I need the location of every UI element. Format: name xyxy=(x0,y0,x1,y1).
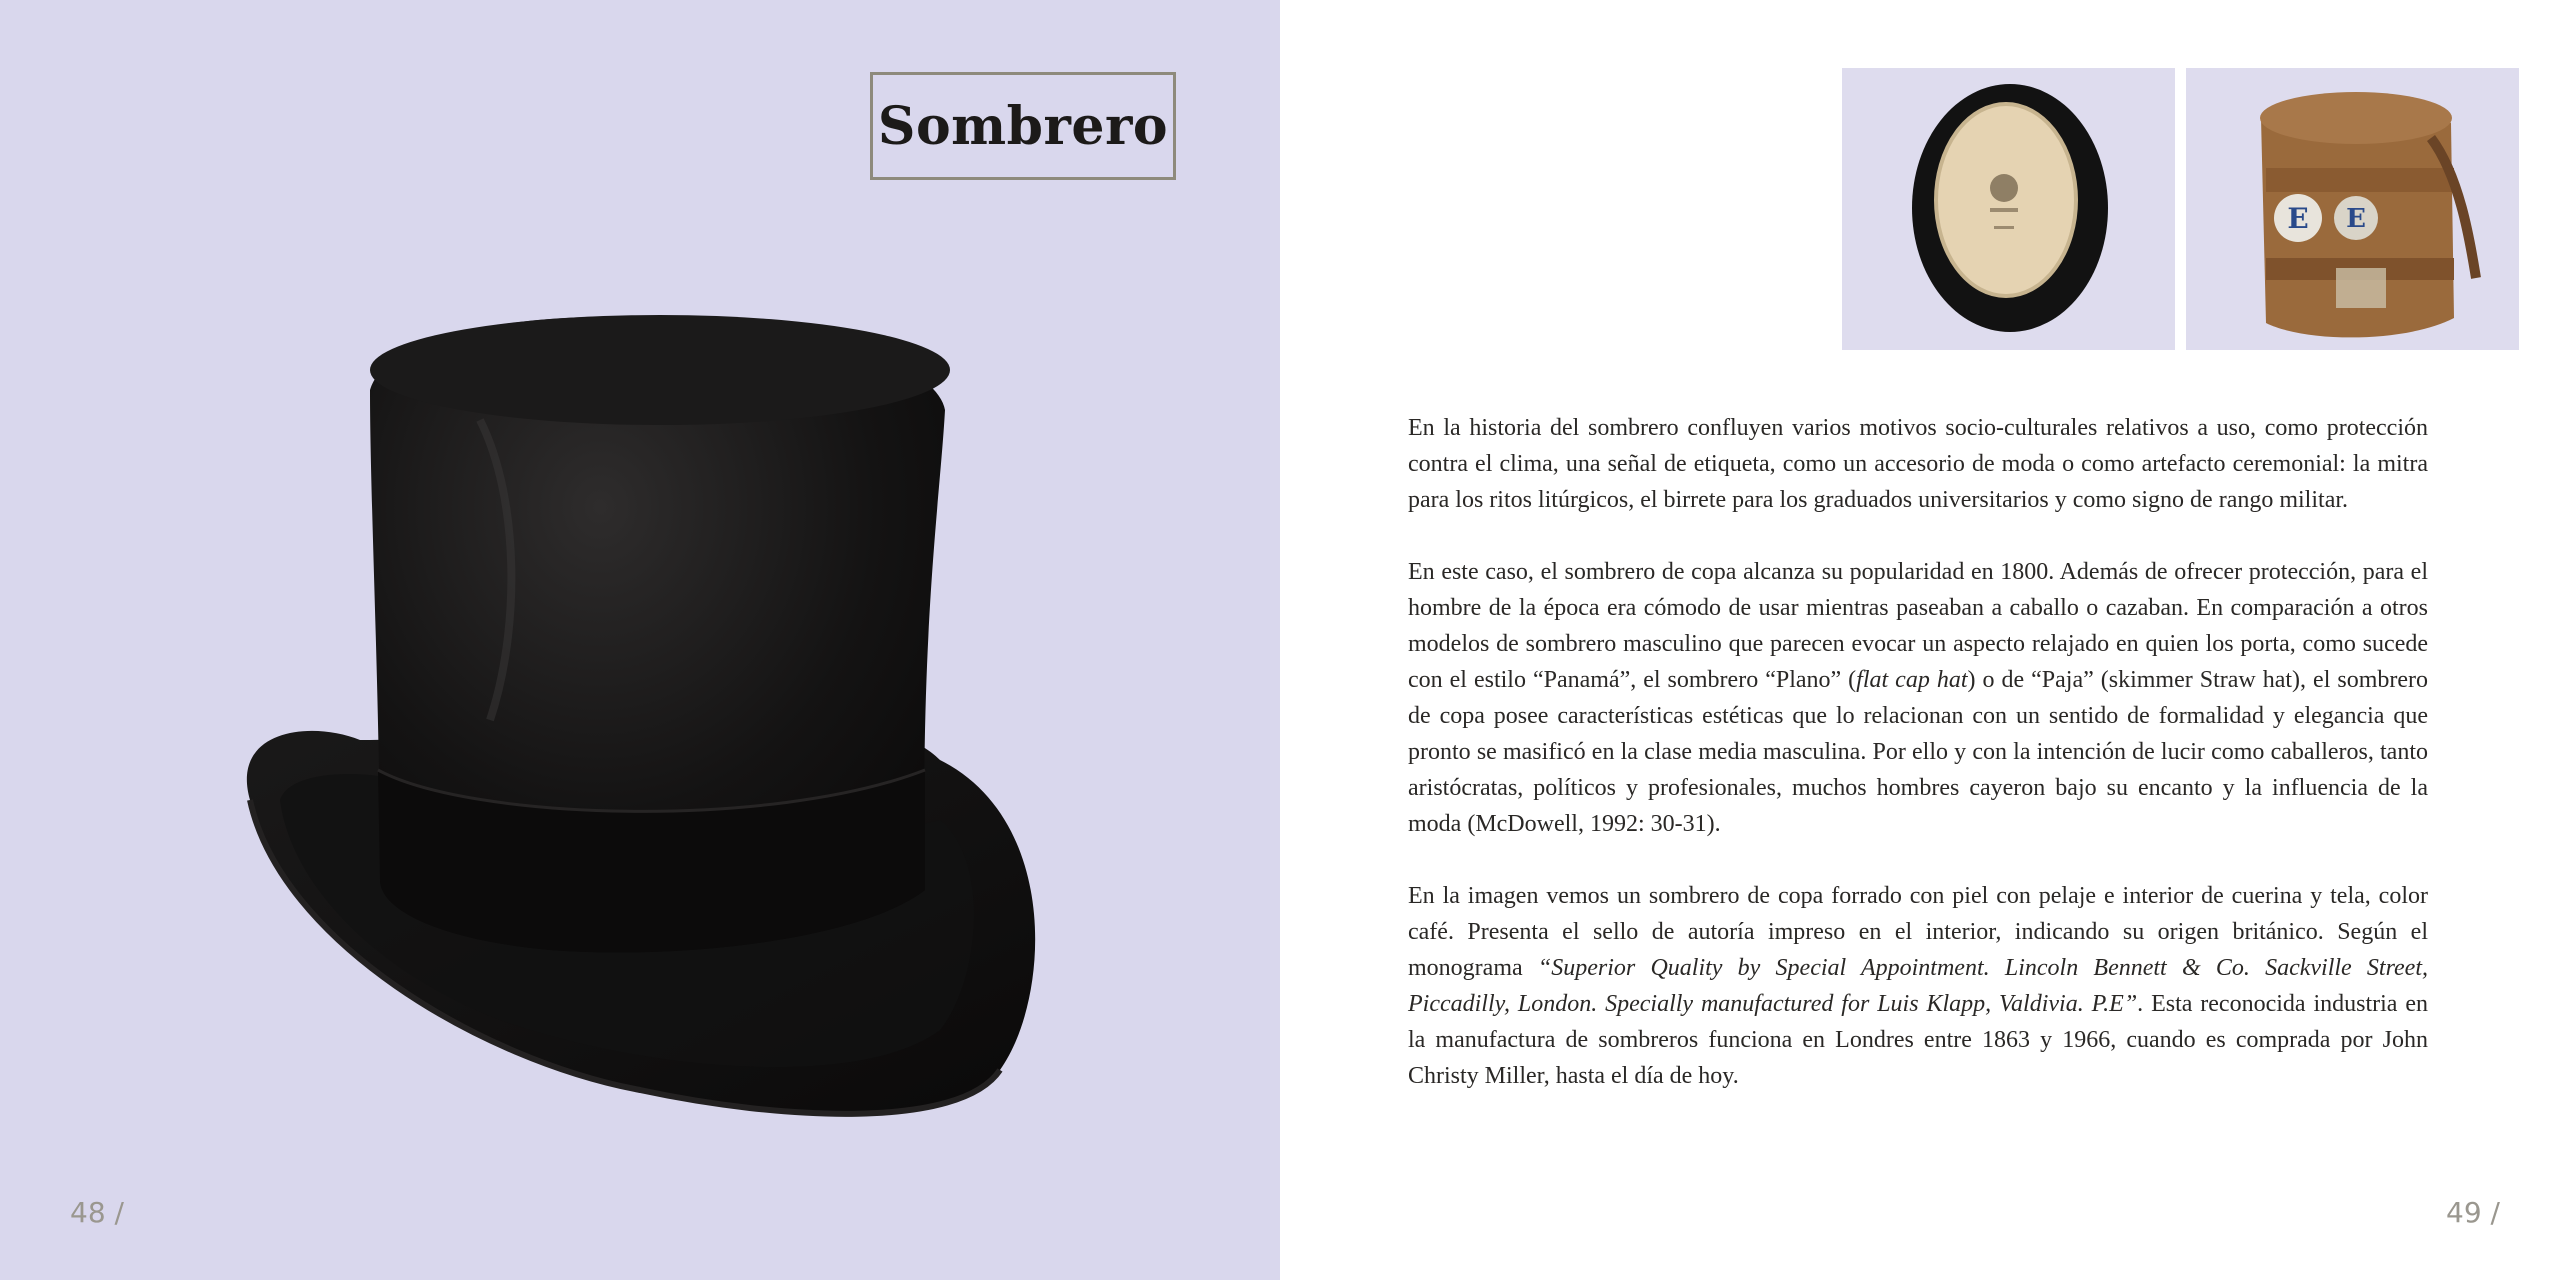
paragraph-1: En la historia del sombrero confluyen varios motivos socio-culturales relativos a uso, como protección contra el clima, una señal de etiqueta, como un accesorio de moda o como artefacto ceremonial: la mitra para los ritos litúrgicos, el birrete para los graduados universitarios y como signo de rango militar. xyxy=(1408,415,2428,513)
title-box xyxy=(870,72,1176,180)
top-hat-photo xyxy=(220,300,1120,1160)
svg-text:E: E xyxy=(2287,202,2309,235)
paragraph-2-italic: flat cap hat xyxy=(1856,667,1968,693)
page-number-left: 48 / xyxy=(70,1196,124,1229)
paragraph-3-italic: “Superior Quality by Special Appointment. Lincoln Bennett & Co. Sackville Street, Piccadilly, London. Specially manufactured for Luis Klapp, Valdivia. P.E” xyxy=(1408,955,2429,1017)
right-page xyxy=(1280,0,2560,1280)
paragraph-2-text-b: ) o de “Paja” (skimmer Straw hat), el sombrero de copa posee características estéticas que lo relacionan con un sentido de formalidad y elegancia que pronto se masificó en la clase media masculina. Por ello y con la intención de lucir como caballeros, tanto aristócratas, políticos y profesionales, muchos hombres cayeron bajo su encanto y la influencia de la moda (McDowell, 1992: 30-31). xyxy=(1408,667,2428,837)
paragraph-2-text-a: En este caso, el sombrero de copa alcanza su popularidad en 1800. Además de ofrecer protección, para el hombre de la época era cómodo de usar mientras paseaban a caballo o cazaban. En comparación a otros modelos de sombrero masculino que parecen evocar un aspecto relajado en quien los porta, como sucede con el estilo “Panamá”, el sombrero “Plano” ( xyxy=(1408,559,2428,693)
paragraph-3 xyxy=(1408,878,2428,1094)
paragraph-2 xyxy=(1408,554,2428,842)
body-text xyxy=(1408,410,2428,1130)
page-title: Sombrero xyxy=(877,95,1169,157)
paragraph-3-text-b: . Esta reconocida industria en la manufactura de sombreros funciona en Londres entre 1863 y 1966, cuando es comprada por John Christy Miller, hasta el día de hoy. xyxy=(1408,991,2429,1089)
svg-text:E: E xyxy=(2346,204,2366,234)
leather-hat-case-photo xyxy=(2186,68,2519,350)
page-number-right: 49 / xyxy=(2446,1196,2500,1229)
paragraph-3-text-a: En la imagen vemos un sombrero de copa forrado con piel con pelaje e interior de cuerina y tela, color café. Presenta el sello de autoría impreso en el interior, indicando su origen británico. Según el monograma xyxy=(1408,883,2428,981)
hat-interior-photo xyxy=(1842,68,2175,350)
